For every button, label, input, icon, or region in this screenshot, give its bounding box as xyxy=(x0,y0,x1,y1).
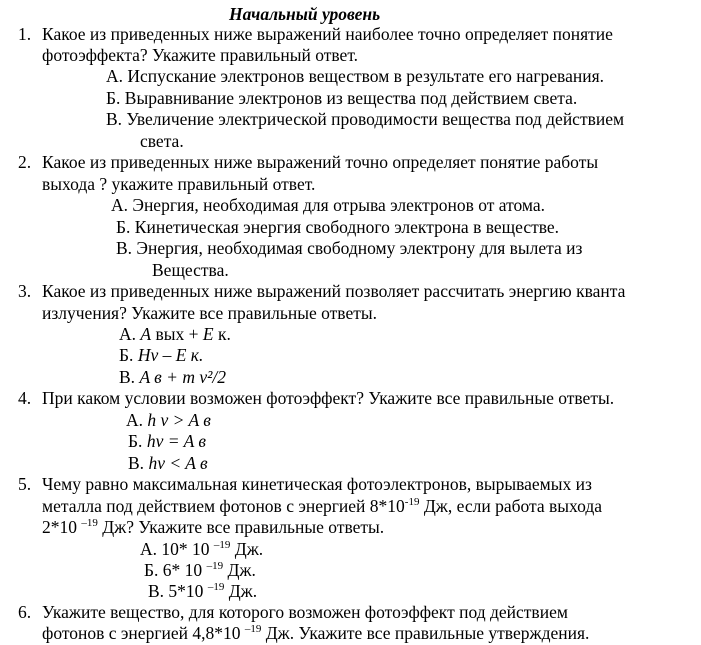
formula-symbol: A xyxy=(140,324,152,344)
option-letter: А. xyxy=(126,410,148,430)
option-letter: В. xyxy=(119,367,140,387)
question-2-number: 2. xyxy=(18,152,32,172)
question-2-option-b: Б. Кинетическая энергия свободного электрона в веществе. xyxy=(116,217,560,237)
exponent: –19 xyxy=(207,581,225,593)
option-letter: В. xyxy=(128,453,149,473)
question-1-option-c-continued: света. xyxy=(140,131,184,151)
formula: h v > A в xyxy=(147,410,211,430)
option-letter: Б. xyxy=(119,345,138,365)
question-2-text-line-1: Какое из приведенных ниже выражений точно определяет понятие работы xyxy=(42,152,599,172)
question-1-text-line-2: фотоэффекта? Укажите правильный ответ. xyxy=(42,45,359,65)
exponent: –19 xyxy=(213,539,231,551)
formula-text: вых + xyxy=(151,324,203,344)
question-6-text-line-2 xyxy=(42,623,589,643)
question-5-text-line-3 xyxy=(42,517,384,537)
question-3-option-b xyxy=(119,345,203,365)
text: фотонов с энергией 4,8*10 xyxy=(42,623,245,643)
exponent: –19 xyxy=(244,623,262,635)
text: Дж, если работа выхода xyxy=(419,496,603,516)
exponent: –19 xyxy=(81,517,98,529)
question-2-option-a: А. Энергия, необходимая для отрыва электронов от атома. xyxy=(111,195,546,215)
question-4-option-c xyxy=(128,453,208,473)
formula-text: к. xyxy=(213,324,231,344)
question-3-number: 3. xyxy=(18,281,32,301)
question-5-option-a xyxy=(140,539,263,559)
page-title: Начальный уровень xyxy=(229,4,381,24)
question-5-number: 5. xyxy=(18,474,32,494)
option-letter: Б. xyxy=(128,431,147,451)
question-5-text-line-2 xyxy=(42,496,602,516)
question-1-option-c: В. Увеличение электрической проводимости вещества под действием xyxy=(106,109,625,129)
question-5-text-line-1: Чему равно максимальная кинетическая фотоэлектронов, вырываемых из xyxy=(42,474,592,494)
formula: hv < A в xyxy=(148,453,208,473)
question-5-option-b xyxy=(144,560,256,580)
text: В. 5*10 xyxy=(148,581,208,601)
formula: hv = A в xyxy=(146,431,206,451)
question-4-option-b xyxy=(128,431,206,451)
question-1-text-line-1: Какое из приведенных ниже выражений наиболее точно определяет понятие xyxy=(42,24,613,44)
text: Дж. Укажите все правильные утверждения. xyxy=(261,623,590,643)
question-6-number: 6. xyxy=(18,602,32,622)
question-1-option-b: Б. Выравнивание электронов из вещества под действием света. xyxy=(106,88,578,108)
text: Дж. xyxy=(223,560,256,580)
text: Дж? Укажите все правильные ответы. xyxy=(97,517,385,537)
formula-symbol: E xyxy=(202,324,214,344)
question-3-option-c xyxy=(119,367,226,387)
exponent: -19 xyxy=(404,496,420,508)
question-1-number: 1. xyxy=(18,24,32,44)
question-2-option-c: В. Энергия, необходимая свободному электрону для вылета из xyxy=(116,238,583,258)
option-letter: А. xyxy=(119,324,141,344)
text: 2*10 xyxy=(42,517,82,537)
question-1-option-a: А. Испускание электронов веществом в результате его нагревания. xyxy=(106,66,604,86)
question-6-text-line-1: Укажите вещество, для которого возможен фотоэффект под действием xyxy=(42,602,568,622)
question-2-text-line-2: выхода ? укажите правильный ответ. xyxy=(42,174,316,194)
text: металла под действием фотонов с энергией 8*10 xyxy=(42,496,405,516)
text: Б. 6* 10 xyxy=(144,560,207,580)
question-4-number: 4. xyxy=(18,388,32,408)
formula: Hv – E к. xyxy=(137,345,204,365)
question-3-option-a xyxy=(119,324,231,344)
text: А. 10* 10 xyxy=(140,539,214,559)
text: Дж. xyxy=(230,539,264,559)
exponent: –19 xyxy=(206,560,224,572)
formula: A в + m v²/2 xyxy=(139,367,226,387)
question-3-text-line-1: Какое из приведенных ниже выражений позволяет рассчитать энергию кванта xyxy=(42,281,626,301)
question-2-option-c-continued: Вещества. xyxy=(152,260,229,280)
question-5-option-c xyxy=(148,581,257,601)
question-4-text-line-1: При каком условии возможен фотоэффект? Укажите все правильные ответы. xyxy=(42,388,615,408)
question-3-text-line-2: излучения? Укажите все правильные ответы. xyxy=(42,303,378,323)
text: Дж. xyxy=(224,581,258,601)
question-4-option-a xyxy=(126,410,211,430)
